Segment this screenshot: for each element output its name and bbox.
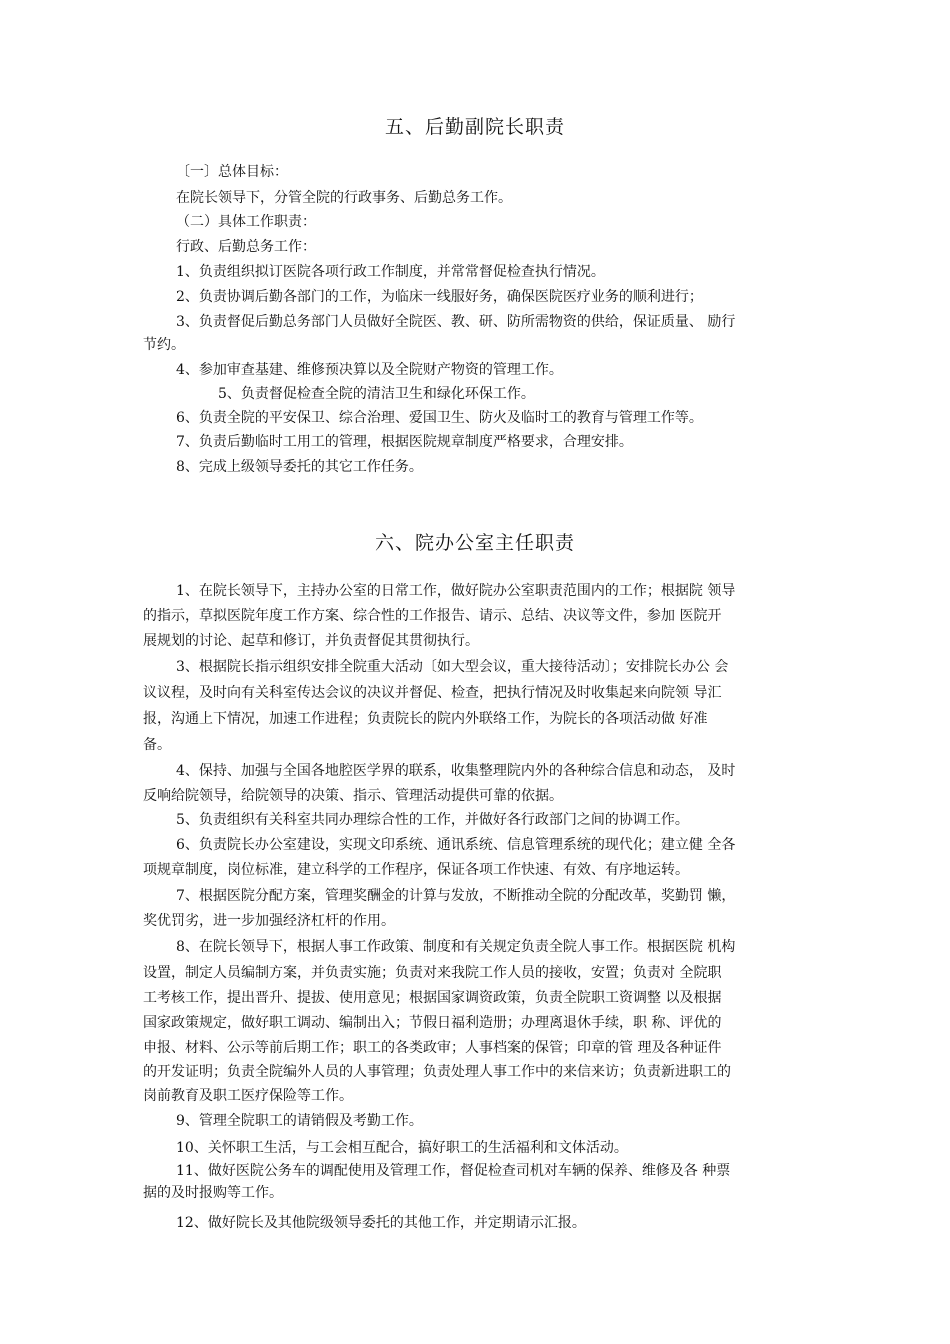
admin-logistics-heading: 行政、后勤总务工作： [176, 239, 316, 255]
s6-p8-line2: 设置，制定人员编制方案，并负责实施；负责对来我院工作人员的接收，安置；负责对 全院职 [143, 965, 722, 981]
s6-p5: 5、负责组织有关科室共同办理综合性的工作，并做好各行政部门之间的协调工作。 [176, 812, 689, 828]
s6-p6-line1: 6、负责院长办公室建设，实现文印系统、通讯系统、信息管理系统的现代化；建立健 全各 [176, 837, 736, 853]
s6-p4-line1: 4、保持、加强与全国各地腔医学界的联系，收集整理院内外的各种综合信息和动态， 及时 [176, 763, 736, 779]
specific-duties-heading: （二）具体工作职责： [176, 214, 316, 230]
s6-p1-line3: 展规划的讨论、起草和修订，并负责督促其贯彻执行。 [143, 633, 479, 649]
s6-p12: 12、做好院长及其他院级领导委托的其他工作，并定期请示汇报。 [176, 1215, 586, 1231]
section5-title: 五、后勤副院长职责 [384, 116, 565, 138]
s5-item-3-line1: 3、负责督促后勤总务部门人员做好全院医、教、研、防所需物资的供给，保证质量、 励行 [176, 314, 736, 330]
s6-p8-line3: 工考核工作，提出晋升、提拔、使用意见；根据国家调资政策，负责全院职工资调整 以及根据 [143, 990, 722, 1006]
s6-p1-line1: 1、在院长领导下，主持办公室的日常工作，做好院办公室职责范围内的工作；根据院 领导 [176, 583, 736, 599]
s5-item-5: 5、负责督促检查全院的清洁卫生和绿化环保工作。 [218, 386, 535, 402]
s6-p7-line2: 奖优罚劣，进一步加强经济杠杆的作用。 [143, 913, 395, 929]
section6-title: 六、院办公室主任职责 [374, 532, 575, 554]
s6-p3-line4: 备。 [143, 737, 171, 753]
s5-item-2: 2、负责协调后勤各部门的工作，为临床一线服好务，确保医院医疗业务的顺利进行； [176, 289, 703, 305]
s6-p11-line1: 11、做好医院公务车的调配使用及管理工作，督促检查司机对车辆的保养、维修及各 种票 [176, 1163, 731, 1179]
s5-item-6: 6、负责全院的平安保卫、综合治理、爱国卫生、防火及临时工的教育与管理工作等。 [176, 410, 703, 426]
s6-p8-line4: 国家政策规定，做好职工调动、编制出入；节假日福利造册；办理离退休手续，职 称、评优的 [143, 1015, 722, 1031]
s5-item-7: 7、负责后勤临时工用工的管理，根据医院规章制度严格要求，合理安排。 [176, 434, 633, 450]
s6-p6-line2: 项规章制度，岗位标准，建立科学的工作程序，保证各项工作快速、有效、有序地运转。 [143, 862, 689, 878]
s6-p8-line7: 岗前教育及职工医疗保险等工作。 [143, 1088, 353, 1104]
s6-p10: 10、关怀职工生活，与工会相互配合，搞好职工的生活福利和文体活动。 [176, 1140, 628, 1156]
s6-p3-line1: 3、根据院长指示组织安排全院重大活动〔如大型会议，重大接待活动〕；安排院长办公 会 [176, 659, 729, 675]
overall-goal-text: 在院长领导下，分管全院的行政事务、后勤总务工作。 [176, 190, 512, 206]
s6-p3-line2: 议议程，及时向有关科室传达会议的决议并督促、检查，把执行情况及时收集起来向院领 导汇 [143, 685, 722, 701]
s6-p9: 9、管理全院职工的请销假及考勤工作。 [176, 1113, 423, 1129]
s6-p8-line5: 申报、材料、公示等前后期工作；职工的各类政审；人事档案的保管；印章的管 理及各种证件 [143, 1040, 722, 1056]
s5-item-3-line2: 节约。 [143, 337, 185, 353]
s5-item-1: 1、负责组织拟订医院各项行政工作制度，并常常督促检查执行情况。 [176, 264, 605, 280]
overall-goal-heading: 〔一〕总体目标： [176, 164, 288, 180]
s5-item-8: 8、完成上级领导委托的其它工作任务。 [176, 459, 423, 475]
s6-p4-line2: 反响给院领导，给院领导的决策、指示、管理活动提供可靠的依据。 [143, 788, 563, 804]
s6-p11-line2: 据的及时报购等工作。 [143, 1185, 283, 1201]
s6-p8-line6: 的开发证明；负责全院编外人员的人事管理；负责处理人事工作中的来信来访；负责新进职工的 [143, 1064, 731, 1080]
s6-p1-line2: 的指示，草拟医院年度工作方案、综合性的工作报告、请示、总结、决议等文件，参加 医院开 [143, 608, 722, 624]
s6-p8-line1: 8、在院长领导下，根据人事工作政策、制度和有关规定负责全院人事工作。根据医院 机构 [176, 939, 736, 955]
s6-p7-line1: 7、根据医院分配方案，管理奖酬金的计算与发放，不断推动全院的分配改革，奖勤罚 懒， [176, 888, 736, 904]
s6-p3-line3: 报，沟通上下情况，加速工作进程；负责院长的院内外联络工作，为院长的各项活动做 好准 [143, 711, 708, 727]
s5-item-4: 4、参加审查基建、维修预决算以及全院财产物资的管理工作。 [176, 362, 563, 378]
